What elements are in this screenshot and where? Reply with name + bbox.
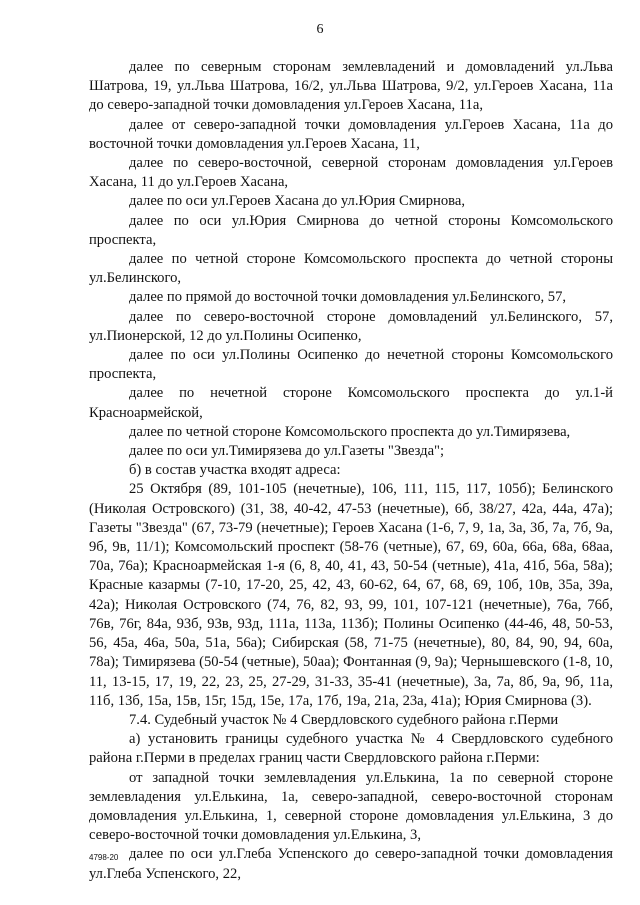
document-footer-code: 4798-20 [89, 853, 119, 862]
paragraph: б) в состав участка входят адреса: [129, 462, 341, 479]
paragraph: далее по оси ул.Юрия Смирнова до четной стороны Комсомольского проспекта, [89, 212, 613, 248]
paragraph: далее по четной стороне Комсомольского проспекта до четной стороны ул.Белинского, [89, 251, 613, 287]
paragraph: далее по оси ул.Глеба Успенского до северо-западной точки домовладения ул.Глеба Успенского, 22, [89, 846, 613, 882]
paragraph: далее по прямой до восточной точки домовладения ул.Белинского, 57, [129, 289, 567, 306]
paragraph: а) установить границы судебного участка № 4 Свердловского судебного района г.Перми в пределах границ части Свердловского района г.Перми: [89, 731, 613, 767]
section-heading: 7.4. Судебный участок № 4 Свердловского судебного района г.Перми [129, 711, 559, 728]
paragraph: далее по четной стороне Комсомольского проспекта до ул.Тимирязева, [129, 423, 571, 440]
page-number: 6 [316, 22, 324, 37]
address-list-paragraph: 25 Октября (89, 101-105 (нечетные), 106, 111, 115, 117, 105б); Белинского (Николая Островского) (31, 38, 40-42, 47-53 (нечетные), 6б, 38/27, 42а, 44а, 47а); Газеты "Звезда" (67, 73-79 (нечетные); Героев Хасана (1-6, 7, 9, 1а, 3а, 3б, 7а, 7б, 9а, 9б, 9в, 11/1); Комсомольский проспект (58-76 (четные), 67, 69, 60а, 66а, 68а, 68аа, 70а, 76а); Красноармейская 1-я (6, 8, 40, 41, 43, 50-54 (четные), 41а, 41б, 56а, 58а); Красные казармы (7-10, 17-20, 25, 42, 43, 60-62, 64, 67, 68, 69, 10б, 10в, 35а, 39а, 42а); Николая Островского (74, 76, 82, 93, 99, 101, 107-121 (нечетные), 76а, 76б, 76в, 76г, 84а, 93б, 93в, 93д, 111а, 113а, 113б); Полины Осипенко (44-46, 48, 50-53, 56, 45а, 46а, 50а, 51а, 56а); Сибирская (58, 71-75 (нечетные), 80, 84, 90, 94, 60а, 78а); Тимирязева (50-54 (четные), 50аа); Фонтанная (9, 9а); Чернышевского (1-8, 10, 11, 13-15, 17, 19, 22, 23, 25, 27-29, 31-33, 35-41 (нечетные), 3а, 7а, 8б, 9а, 9б, 11а, 11б, 13б, 15а, 15в, 15г, 15д, 15е, 17а, 17б, 19а, 21а, 23а, 41а); Юрия Смирнова (3). [89, 481, 613, 709]
paragraph: далее по оси ул.Тимирязева до ул.Газеты "Звезда"; [129, 443, 445, 460]
paragraph: далее по нечетной стороне Комсомольского проспекта до ул.1-й Красноармейской, [89, 385, 613, 421]
document-body [89, 58, 613, 884]
paragraph: далее по оси ул.Полины Осипенко до нечетной стороны Комсомольского проспекта, [89, 347, 613, 383]
paragraph: далее по северо-восточной стороне домовладений ул.Белинского, 57, ул.Пионерской, 12 до ул.Полины Осипенко, [89, 308, 613, 344]
paragraph: далее по оси ул.Героев Хасана до ул.Юрия Смирнова, [129, 193, 465, 210]
paragraph: далее по северо-восточной, северной сторонам домовладения ул.Героев Хасана, 11 до ул.Героев Хасана, [89, 155, 613, 191]
paragraph: от западной точки землевладения ул.Елькина, 1а по северной стороне землевладения ул.Елькина, 1а, северо-западной, северо-восточной сторонам домовладения ул.Елькина, 1, северной стороне домовладения ул.Елькина, 3 до северо-восточной точки домовладения ул.Елькина, 3, [89, 769, 613, 844]
paragraph: далее по северным сторонам землевладений и домовладений ул.Льва Шатрова, 19, ул.Льва Шатрова, 16/2, ул.Льва Шатрова, 9/2, ул.Героев Хасана, 11а до северо-западной точки домовладения ул.Героев Хасана, 11а, [89, 59, 613, 114]
paragraph: далее от северо-западной точки домовладения ул.Героев Хасана, 11а до восточной точки домовладения ул.Героев Хасана, 11, [89, 116, 613, 152]
